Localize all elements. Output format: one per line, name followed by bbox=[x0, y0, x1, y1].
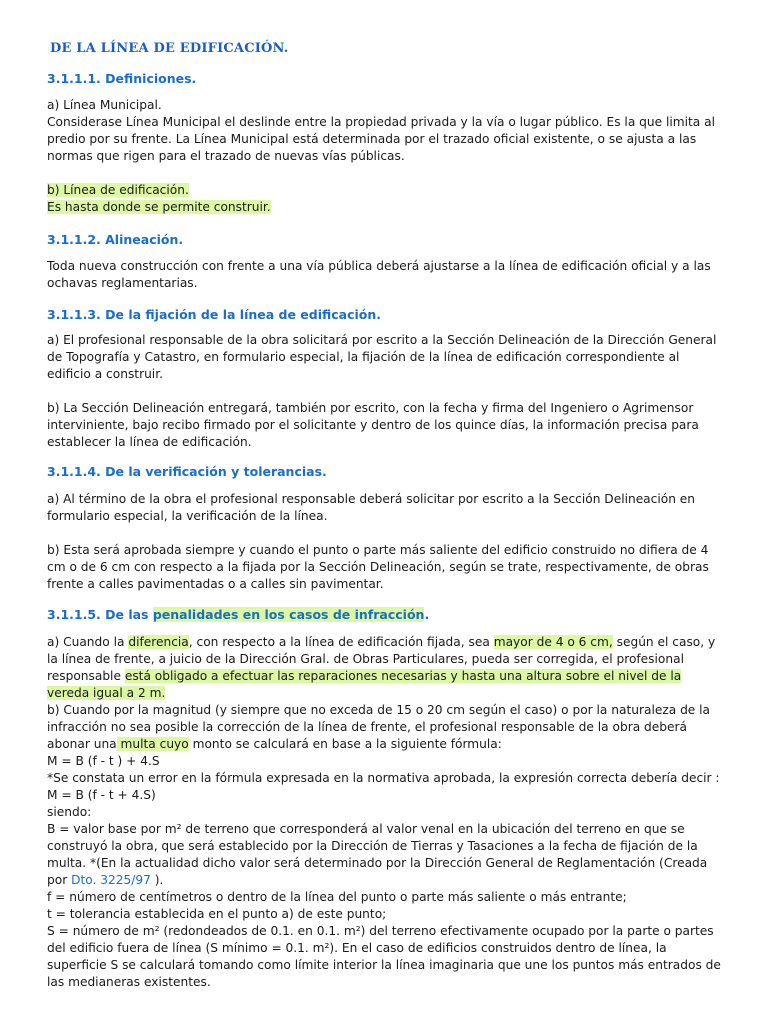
definition-f: f = número de centímetros o dentro de la línea del punto o parte más saliente o más entrante; bbox=[47, 890, 627, 904]
page-title: DE LA LÍNEA DE EDIFICACIÓN. bbox=[50, 41, 289, 56]
highlight-text: diferencia bbox=[128, 635, 189, 649]
formula-original: M = B (f - t ) + 4.S bbox=[47, 754, 160, 768]
definition-B: B = valor base por m² de terreno que corresponderá al valor venal en la ubicación del terreno en que se construyó la obra, que será establecido por la Dirección de Tierras y Tasaciones a la fecha de fijación de la multa. *(En la actualidad dicho valor será determinado por la Dirección General de Reglamentación (Creada por Dto. 3225/97 ). bbox=[47, 822, 708, 887]
siendo-label: siendo: bbox=[47, 805, 92, 819]
multa-text: b) Cuando por la magnitud (y siempre que no exceda de 15 o 20 cm según el caso) o por la naturaleza de la infracción no sea posible la corrección de la línea de frente, el profesional responsable de la obra deberá abonar una multa cuyo monto se calculará en base a la siguiente fórmula: bbox=[47, 703, 711, 751]
paragraph-verificacion-b: b) Esta será aprobada siempre y cuando el punto o parte más saliente del edificio construido no difiera de 4 cm o de 6 cm con respecto a la fijada por la Sección Delineación, según se trate, respectivamente, de obras frente a calles pavimentadas o a calles sin pavimentar. bbox=[47, 543, 709, 591]
highlight-text: multa cuyo bbox=[116, 737, 189, 751]
formula-corrected: M = B (f - t + 4.S) bbox=[47, 788, 156, 802]
item-text: Considerase Línea Municipal el deslinde entre la propiedad privada y la vía o lugar público. Es la que limita al predio por su frente. La Línea Municipal está determinada por el trazado oficial existente, o se ajusta a las normas que rigen para el trazado de nuevas vías públicas. bbox=[47, 115, 715, 163]
heading-definiciones: 3.1.1.1. Definiciones. bbox=[47, 71, 197, 86]
paragraph-linea-edificacion bbox=[47, 182, 727, 216]
definition-t: t = tolerancia establecida en el punto a) de este punto; bbox=[47, 907, 387, 921]
paragraph-penalidades-a: a) Cuando la diferencia, con respecto a la línea de edificación fijada, sea mayor de 4 o 6 cm, según el caso, y la línea de frente, a juicio de la Dirección Gral. de Obras Particulares, pueda ser corregida, el profesional responsable está obligado a efectuar las reparaciones necesarias y hasta una altura sobre el nivel de la vereda igual a 2 m. bbox=[47, 635, 716, 700]
item-title: a) Línea Municipal. bbox=[47, 98, 162, 112]
highlight-text: penalidades en los casos de infracción bbox=[152, 607, 425, 622]
definition-S: S = número de m² (redondeados de 0.1. en 0.1. m²) del terreno efectivamente ocupado por la parte o partes del edificio fuera de línea (S mínimo = 0.1. m²). En el caso de edificios construidos dentro de línea, la superficie S se calculará tomando como límite interior la línea imaginaria que une los puntos más entrados de las medianeras existentes. bbox=[47, 924, 721, 989]
paragraph-alineacion: Toda nueva construcción con frente a una vía pública deberá ajustarse a la línea de edificación oficial y a las ochavas reglamentarias. bbox=[47, 259, 711, 290]
highlight-text: está obligado a efectuar las reparaciones necesarias y hasta una altura sobre el nivel de la vereda igual a 2 m. bbox=[47, 669, 682, 700]
heading-verificacion: 3.1.1.4. De la verificación y tolerancias. bbox=[47, 464, 327, 479]
paragraph-fijacion-b: b) La Sección Delineación entregará, también por escrito, con la fecha y firma del Ingeniero o Agrimensor interviniente, bajo recibo firmado por el solicitante y dentro de los quince días, la información precisa para establecer la línea de edificación. bbox=[47, 401, 699, 449]
highlight-text: b) Línea de edificación. bbox=[47, 183, 189, 197]
highlight-text: mayor de 4 o 6 cm, bbox=[493, 635, 613, 649]
heading-alineacion: 3.1.1.2. Alineación. bbox=[47, 232, 184, 247]
decree-link[interactable]: Dto. 3225/97 bbox=[71, 873, 151, 887]
paragraph-verificacion-a: a) Al término de la obra el profesional responsable deberá solicitar por escrito a la Sección Delineación en formulario especial, la verificación de la línea. bbox=[47, 492, 696, 523]
paragraph-linea-municipal bbox=[47, 97, 727, 165]
paragraph-penalidades-b bbox=[47, 702, 727, 991]
heading-fijacion: 3.1.1.3. De la fijación de la línea de edificación. bbox=[47, 307, 382, 322]
heading-penalidades: 3.1.1.5. De las penalidades en los casos de infracción. bbox=[47, 607, 430, 622]
paragraph-fijacion-a: a) El profesional responsable de la obra solicitará por escrito a la Sección Delineación de la Dirección General de Topografía y Catastro, en formulario especial, la fijación de la línea de edificación correspondiente al edificio a construir. bbox=[47, 333, 717, 381]
highlight-text: Es hasta donde se permite construir. bbox=[47, 200, 271, 214]
formula-note: *Se constata un error en la fórmula expresada en la normativa aprobada, la expresión correcta debería decir : bbox=[47, 771, 720, 785]
